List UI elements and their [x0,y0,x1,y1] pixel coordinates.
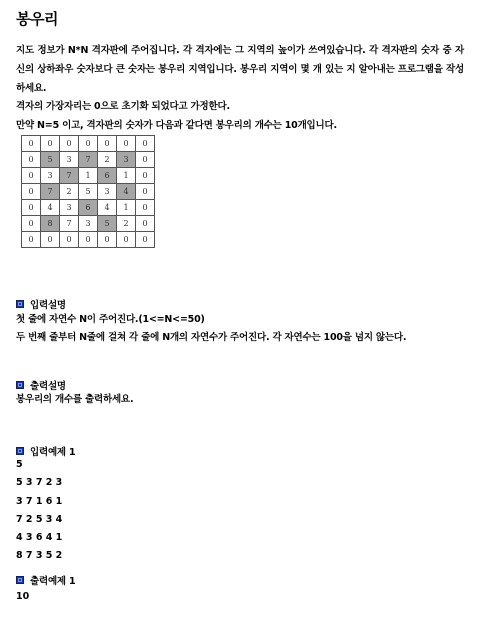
grid-cell: 4 [41,200,60,216]
grid-cell-peak: 3 [117,152,136,168]
input-example-line: 5 3 7 2 3 [16,477,63,489]
grid-cell: 3 [60,200,79,216]
grid-cell: 4 [98,200,117,216]
grid-row [22,136,155,152]
grid-cell-peak: 6 [98,168,117,184]
input-line-2: 두 번째 줄부터 N줄에 걸쳐 각 줄에 N개의 자연수가 주어진다. 각 자연수는 100을 넘지 않는다. [16,332,407,343]
grid-cell: 3 [41,168,60,184]
grid-cell: 0 [22,152,41,168]
grid-cell-peak: 7 [60,168,79,184]
input-example-line: 4 3 6 4 1 [16,532,63,544]
grid-cell: 0 [136,152,155,168]
grid-cell: 0 [117,232,136,248]
grid-cell: 0 [22,200,41,216]
output-example-heading [16,573,75,587]
grid-cell: 0 [98,232,117,248]
grid-row [22,168,155,184]
input-line-1: 첫 줄에 자연수 N이 주어진다.(1<=N<=50) [16,314,205,325]
grid-cell: 1 [117,200,136,216]
page-title: 봉우리 [16,10,58,28]
grid-cell: 0 [22,184,41,200]
grid-cell: 0 [22,216,41,232]
grid-cell: 7 [60,216,79,232]
grid-cell: 3 [79,216,98,232]
input-example-line: 5 [16,459,23,470]
grid-cell: 0 [117,136,136,152]
grid-cell-peak: 4 [117,184,136,200]
grid-row [22,216,155,232]
grid-cell: 0 [136,232,155,248]
grid-cell-peak: 6 [79,200,98,216]
grid-cell: 5 [79,184,98,200]
grid-cell: 2 [98,152,117,168]
output-heading-label: 출력설명 [30,381,66,392]
input-description [16,311,464,347]
section-marker-icon [16,300,24,308]
grid-cell: 0 [22,136,41,152]
grid-cell: 0 [136,136,155,152]
grid-cell: 0 [41,232,60,248]
input-example-label: 입력예제 1 [30,447,76,458]
grid-cell: 0 [136,216,155,232]
output-section-heading [16,378,66,392]
grid-cell: 0 [60,136,79,152]
grid-cell: 0 [60,232,79,248]
grid-cell: 2 [60,184,79,200]
grid-cell: 0 [136,184,155,200]
grid-row [22,232,155,248]
output-example-line: 10 [16,591,30,602]
problem-description: 지도 정보가 N*N 격자판에 주어집니다. 각 격자에는 그 지역의 높이가 쓰여있습니다. 각 격자판의 숫자 중 자신의 상하좌우 숫자보다 큰 숫자는 봉우리 지역입니다. 봉우리 지역이 몇 개 있는 지 알아내는 프로그램을 작성하세요. [16,45,464,94]
input-example-block [16,456,62,566]
grid-cell: 1 [117,168,136,184]
input-example-line: 7 2 5 3 4 [16,513,63,525]
grid-cell: 0 [79,232,98,248]
grid-cell: 0 [41,136,60,152]
grid-cell-peak: 7 [41,184,60,200]
input-example-line: 8 7 3 5 2 [16,550,63,562]
grid-cell: 0 [22,232,41,248]
output-description [16,391,464,409]
grid-cell-peak: 5 [98,216,117,232]
section-marker-icon [16,447,24,455]
grid-cell: 3 [60,152,79,168]
output-example-block [16,588,29,606]
output-example-label: 출력예제 1 [30,576,76,587]
example-note: 만약 N=5 이고, 격자판의 숫자가 다음과 같다면 봉우리의 개수는 10개입니다. [16,120,337,131]
grid-cell: 0 [136,200,155,216]
grid-row [22,200,155,216]
grid-cell: 0 [79,136,98,152]
height-grid [21,135,155,248]
input-heading-label: 입력설명 [30,300,66,311]
input-section-heading [16,297,66,311]
grid-cell: 2 [117,216,136,232]
grid-cell-peak: 5 [41,152,60,168]
grid-cell: 1 [79,168,98,184]
grid-cell: 0 [22,168,41,184]
grid-row [22,184,155,200]
boundary-note: 격자의 가장자리는 0으로 초기화 되었다고 가정한다. [16,101,230,112]
section-marker-icon [16,576,24,584]
input-example-line: 3 7 1 6 1 [16,495,63,507]
grid-cell: 0 [98,136,117,152]
grid-cell-peak: 8 [41,216,60,232]
grid-row [22,152,155,168]
section-marker-icon [16,381,24,389]
grid-cell: 3 [98,184,117,200]
grid-cell: 0 [136,168,155,184]
output-line-1: 봉우리의 개수를 출력하세요. [16,394,134,405]
grid-cell-peak: 7 [79,152,98,168]
